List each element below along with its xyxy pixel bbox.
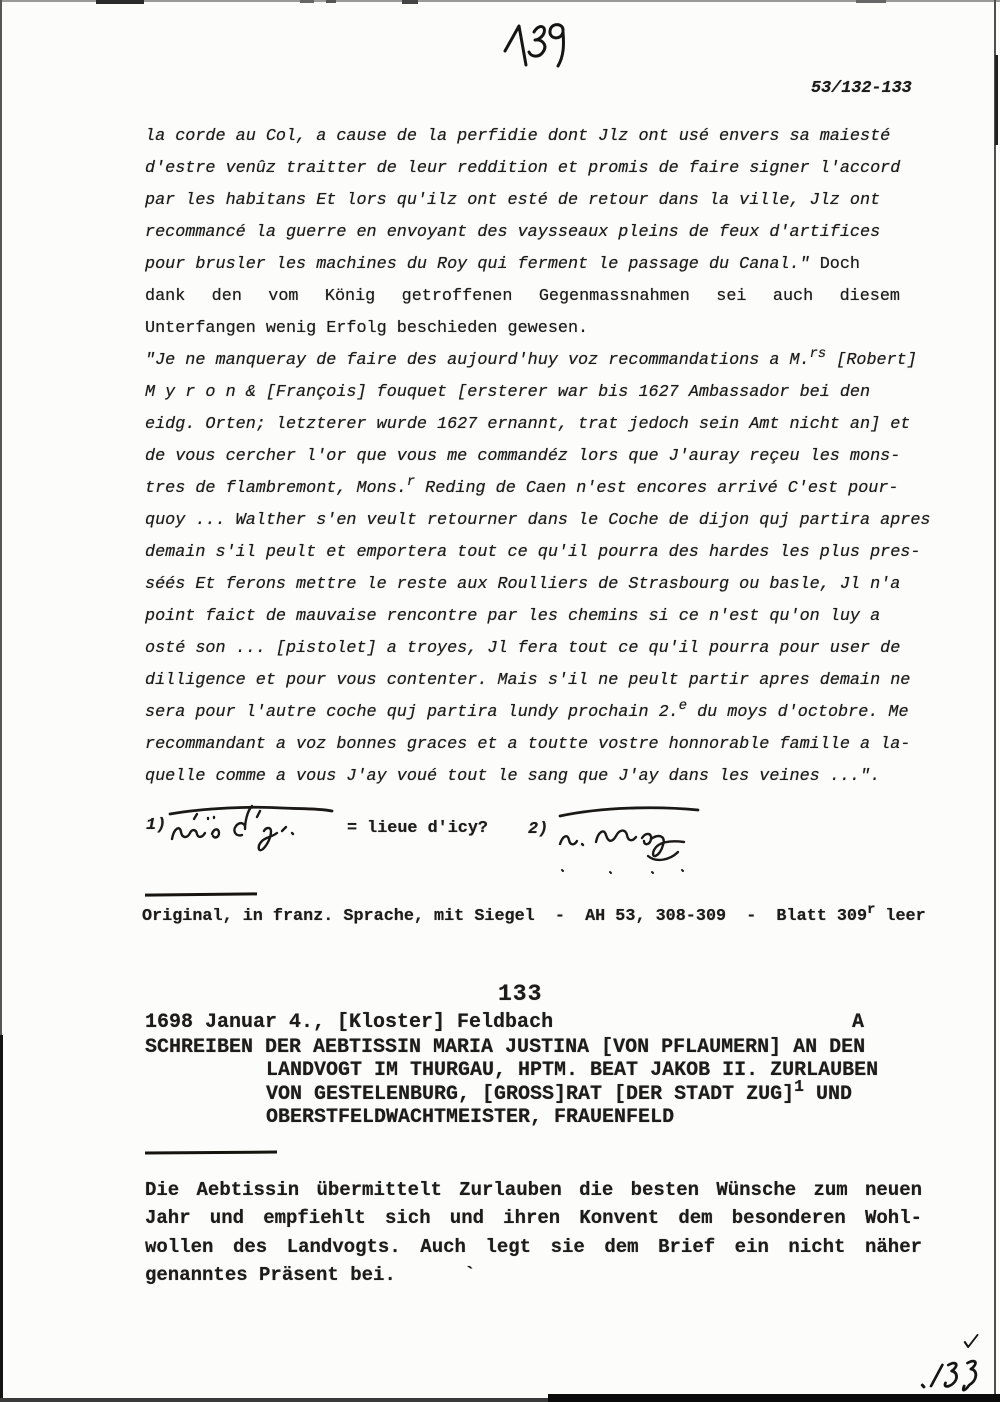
text-segment: demain s'il peult et emportera tout ce qu'il pourra des hardes les plus pres-	[145, 543, 921, 562]
archive-reference: 53/132-133	[811, 79, 912, 98]
text-segment: wollen des Landvogts. Auch legt sie dem Brief ein nicht näher	[145, 1235, 922, 1258]
text-segment: leer	[875, 907, 926, 926]
text-segment: de vous cercher l'or que vous me commandéz lors que J'auray reçeu les mons-	[145, 447, 901, 466]
entry-summary	[145, 1176, 922, 1290]
text-line	[145, 1204, 922, 1232]
text-line	[145, 569, 900, 601]
text-line	[145, 665, 911, 697]
text-segment: M y r o n & [François] fouquet [ersterer war bis 1627 Ambassador bei den	[145, 383, 871, 402]
text-line	[145, 121, 900, 153]
text-line	[145, 153, 900, 185]
text-line	[266, 1106, 878, 1129]
text-segment: Reding de Caen n'est encores arrivé C'est pour-	[415, 479, 899, 498]
text-segment: LANDVOGT IM THURGAU, HPTM. BEAT JAKOB II. ZURLAUBEN	[266, 1059, 879, 1083]
text-line	[145, 409, 911, 441]
summary-divider	[145, 1151, 277, 1155]
text-line	[145, 537, 921, 569]
text-line	[145, 249, 900, 281]
scan-edge-top	[0, 0, 1000, 2]
text-line	[145, 1233, 922, 1261]
text-line	[145, 281, 900, 313]
text-segment: pour brusler les machines du Roy qui ferment le passage du Canal."	[145, 255, 820, 274]
scan-edge-left-dark	[0, 1035, 3, 1402]
text-segment: dank den vom König getroffenen Gegenmassnahmen sei auch diesem	[145, 287, 900, 306]
footnote-1-handwriting	[164, 797, 339, 857]
text-segment: Unterfangen wenig Erfolg beschieden gewesen.	[145, 319, 589, 338]
text-line	[145, 729, 911, 761]
text-line	[145, 441, 900, 473]
text-segment: osté son ... [pistolet] a troyes, Jl fera tout ce qu'il pourra pour user de	[145, 639, 901, 658]
text-segment: SCHREIBEN DER AEBTISSIN MARIA JUSTINA [VON PFLAUMERN] AN DEN	[145, 1036, 866, 1059]
text-segment: eidg. Orten; letzterer wurde 1627 ernannt, trat jedoch sein Amt nicht an] et	[145, 415, 911, 434]
entry-date-line: 1698 Januar 4., [Kloster] Feldbach	[145, 1011, 554, 1034]
text-segment: dilligence et pour vous contenter. Mais s'il ne peult partir apres demain ne	[145, 671, 911, 690]
scan-edge-top-mark	[300, 0, 314, 3]
text-segment: r	[867, 903, 876, 919]
text-segment: recommandant a voz bonnes graces et a toutte vostre honnorable famille a la-	[145, 735, 911, 754]
text-segment: Die Aebtissin übermittelt Zurlauben die besten Wünsche zum neuen	[145, 1179, 922, 1201]
entry-number: 133	[498, 981, 543, 1007]
text-segment: "Je ne manqueray de faire des aujourd'huy voz recommandations a M.	[145, 351, 810, 370]
footnote-2-handwriting	[552, 800, 707, 878]
handwritten-page-number	[920, 1330, 992, 1394]
text-segment: quelle comme a vous J'ay voué tout le sang que J'ay dans les veines ...".	[145, 767, 881, 786]
text-segment: du moys d'octobre. Me	[687, 703, 909, 722]
text-line	[145, 217, 900, 249]
text-segment: par les habitans Et lors qu'ilz ont esté de retour dans la ville, Jlz ont	[145, 191, 881, 210]
scan-edge-top-mark	[326, 0, 336, 3]
text-segment: d'estre venûz traitter de leur reddition et promis de faire signer l'accord	[145, 159, 901, 178]
text-line	[145, 761, 900, 793]
text-line	[145, 505, 931, 537]
text-segment: point faict de mauvaise rencontre par les chemins si ce n'est qu'on luy a	[145, 607, 881, 626]
scan-edge-top-mark	[96, 0, 144, 4]
footnote-1-gloss: = lieue d'icy?	[347, 819, 488, 838]
text-line	[145, 697, 909, 729]
text-segment: OBERSTFELDWACHTMEISTER, FRAUENFELD	[266, 1105, 675, 1129]
scan-edge-right-dark	[995, 55, 998, 145]
text-line	[145, 1036, 878, 1059]
transcription-quote	[145, 121, 931, 793]
text-line	[145, 345, 917, 377]
scan-edge-top-mark	[856, 0, 886, 3]
entry-title	[145, 1036, 878, 1129]
text-line	[145, 601, 900, 633]
text-line	[266, 1059, 878, 1082]
text-segment: la corde au Col, a cause de la perfidie dont Jlz ont usé envers sa maiesté	[145, 127, 891, 146]
provenance-divider	[145, 892, 257, 896]
text-segment: recommancé la guerre en envoyant des vaysseaux pleins de feux d'artifices	[145, 223, 881, 242]
text-segment: rs	[809, 347, 827, 363]
text-segment: r	[406, 475, 416, 491]
text-line	[145, 377, 900, 409]
text-segment: VON GESTELENBURG, [GROSS]RAT [DER STADT ZUG]	[266, 1082, 795, 1106]
text-segment: genanntes Präsent bei. `	[145, 1264, 476, 1287]
text-segment: quoy ... Walther s'en veult retourner dans le Coche de dijon quj partira apres	[145, 511, 931, 530]
scan-edge-bottom-dark	[548, 1394, 1000, 1402]
text-line	[142, 904, 926, 931]
text-line	[266, 1076, 878, 1106]
text-line	[145, 313, 900, 345]
scan-edge-right	[994, 0, 996, 1402]
handwritten-folio-number	[500, 20, 566, 68]
footnote-2-label: 2)	[528, 820, 549, 839]
text-segment: séés Et ferons mettre le reste aux Roulliers de Strasbourg ou basle, Jl n'a	[145, 575, 901, 594]
provenance-line	[142, 904, 926, 931]
text-segment: Original, in franz. Sprache, mit Siegel - AH 53, 308-309 - Blatt 309	[142, 907, 868, 926]
text-segment: tres de flambremont, Mons.	[145, 479, 407, 498]
text-line	[145, 633, 900, 665]
text-segment: Doch	[819, 255, 861, 274]
checkmark-icon	[964, 1335, 977, 1347]
text-line	[145, 1261, 922, 1289]
text-line	[145, 185, 900, 217]
text-segment: sera pour l'autre coche quj partira lundy prochain 2.	[145, 703, 679, 722]
footnote-1-label: 1)	[146, 816, 167, 835]
text-segment: UND	[803, 1082, 852, 1106]
text-line	[145, 1176, 922, 1204]
text-segment: 1	[794, 1076, 804, 1096]
text-line	[145, 473, 900, 505]
text-segment: e	[678, 699, 687, 715]
entry-letter-mark: A	[852, 1011, 865, 1034]
text-segment: [Robert]	[826, 351, 917, 370]
scan-edge-top-mark	[402, 0, 418, 4]
text-segment: Jahr und empfiehlt sich und ihren Konvent dem besonderen Wohl-	[145, 1207, 922, 1230]
